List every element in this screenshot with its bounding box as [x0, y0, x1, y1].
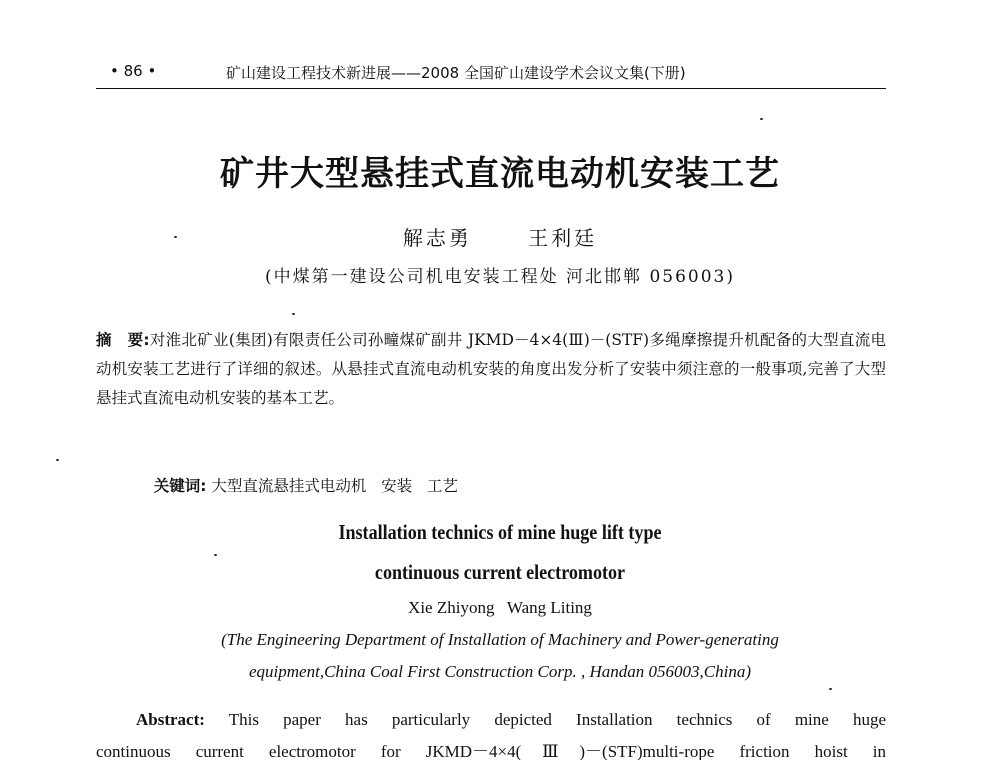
affiliation-en-line-2: equipment,China Coal First Construction Corp. , Handan 056003,China): [249, 662, 751, 681]
authors-cn: 解志勇 王利廷: [402, 226, 598, 250]
journal-title: 矿山建设工程技术新进展——2008 全国矿山建设学术会议文集(下册): [226, 64, 686, 82]
page-number: • 86 •: [110, 62, 157, 80]
scan-speck: [829, 688, 832, 690]
keywords-cn: [134, 456, 884, 514]
keywords-cn-label: 关键词:: [153, 477, 207, 495]
scan-speck: [760, 118, 763, 120]
abstract-cn: [96, 326, 886, 413]
abstract-en-line-2: continuous current electromotor for JKMD－4×4(Ⅲ)－(STF)multi-rope friction hoist in: [96, 742, 886, 760]
affiliation-en-line-1: (The Engineering Department of Installation of Machinery and Power-generating: [221, 630, 779, 649]
paper-title-cn: 矿井大型悬挂式直流电动机安装工艺: [220, 154, 780, 194]
paper-title-en-line-2: continuous current electromotor: [374, 560, 626, 584]
abstract-cn-label: 摘 要:: [96, 331, 150, 349]
authors-en: Xie Zhiyong Wang Liting: [408, 598, 592, 617]
abstract-en-text-1: This paper has particularly depicted Installation technics of mine huge: [228, 710, 886, 729]
scan-speck: [174, 236, 177, 238]
header-rule: [96, 88, 886, 89]
keywords-cn-text: 大型直流悬挂式电动机 安装 工艺: [206, 477, 458, 495]
running-head: [96, 58, 886, 86]
affiliation-cn: (中煤第一建设公司机电安装工程处 河北邯郸 056003): [265, 267, 735, 287]
paper-title-en-line-1: Installation technics of mine huge lift type: [338, 520, 662, 544]
abstract-en: [96, 704, 886, 760]
abstract-en-label: Abstract:: [136, 710, 205, 729]
scan-speck: [292, 313, 295, 315]
abstract-cn-text: 对淮北矿业(集团)有限责任公司孙疃煤矿副井 JKMD－4×4(Ⅲ)－(STF)多绳摩擦提升机配备的大型直流电动机安装工艺进行了详细的叙述。从悬挂式直流电动机安装的角度出发分析了安装中须注意的一般事项,完善了大型悬挂式直流电动机安装的基本工艺。: [96, 331, 886, 407]
scan-speck: [56, 459, 59, 461]
abstract-en-line-1: [96, 704, 886, 736]
scan-speck: [214, 554, 217, 556]
